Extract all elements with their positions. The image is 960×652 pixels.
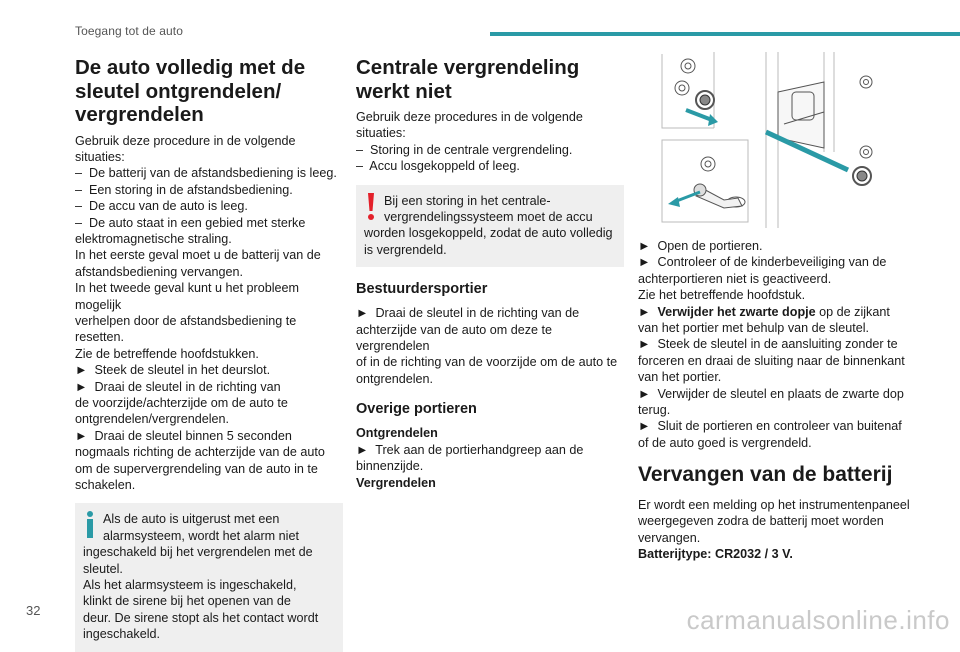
step-line: achterzijde van de auto om deze te vergrendelen: [356, 322, 556, 354]
warning-note: [356, 185, 624, 268]
step-line: terug.: [638, 403, 671, 418]
column-1: [75, 56, 343, 652]
battery-type: Batterijtype: CR2032 / 3 V.: [638, 547, 793, 561]
lock-label: Vergrendelen: [356, 475, 436, 490]
body-line: In het eerste geval moet u de batterij van de: [75, 248, 321, 263]
step-line: ► Controleer of de kinderbeveiliging van de: [638, 255, 887, 270]
warning-line: worden losgekoppeld, zodat de auto volledig: [364, 226, 613, 241]
body-line: – Accu losgekoppeld of leeg.: [356, 159, 520, 174]
body-line: verhelpen door de afstandsbediening te resetten.: [75, 313, 300, 345]
note-line: alarmsysteem, wordt het alarm niet: [103, 528, 299, 543]
step-line: schakelen.: [75, 478, 136, 493]
header-accent-bar: [490, 32, 960, 36]
body-line: weergegeven zodra de batterij moet worden: [638, 514, 884, 529]
title-central-locking: Centrale vergrendeling werkt niet: [356, 56, 580, 103]
step-line: ► Verwijder de sleutel en plaats de zwarte dop: [638, 386, 904, 401]
step-line: nogmaals richting de achterzijde van de auto: [75, 445, 325, 460]
note-line: ingeschakeld.: [83, 627, 161, 642]
step-line: om de supervergrendeling van de auto in te: [75, 461, 318, 476]
body-line: Er wordt een melding op het instrumentenpaneel: [638, 497, 910, 512]
info-note: [75, 503, 343, 651]
col2-body: [356, 109, 624, 175]
heading-driver-door: Bestuurdersportier: [356, 281, 488, 298]
step-line: ► Draai de sleutel in de richting van de: [356, 306, 580, 321]
info-icon: [85, 511, 95, 539]
door-lock-figure: [638, 52, 910, 228]
step-line: binnenzijde.: [356, 459, 424, 474]
step-line: ► Draai de sleutel binnen 5 seconden: [75, 428, 292, 443]
step-line: de voorzijde/achterzijde om de auto te: [75, 396, 288, 410]
warning-line: vergrendelingssysteem moet de accu: [384, 210, 593, 225]
body-line: van het portier met behulp van de sleutel.: [638, 321, 870, 336]
step-line: ► Draai de sleutel in de richting van: [75, 379, 281, 394]
body-line: Gebruik deze procedure in de volgende situaties:: [75, 133, 300, 164]
step-line: ► Steek de sleutel in de aansluiting zonder te: [638, 337, 898, 352]
step-line: ► Verwijder het zwarte dopje op de zijkant: [638, 304, 890, 319]
body-line: – De auto staat in een gebied met sterke: [75, 215, 306, 230]
step-line: of de auto goed is vergrendeld.: [638, 435, 812, 450]
col1-body: [75, 133, 343, 494]
unlock-label: Ontgrendelen: [356, 426, 438, 441]
body-line: vervangen.: [638, 530, 701, 545]
note-line: deur. De sirene stopt als het contact wordt: [83, 610, 319, 625]
title-battery-replacement: Vervangen van de batterij: [638, 463, 893, 487]
title-unlock-with-key: De auto volledig met de sleutel ontgrendelen/ vergrendelen: [75, 56, 306, 126]
body-line: situaties:: [356, 126, 406, 141]
step-line: ► Sluit de portieren en controleer van buitenaf: [638, 419, 902, 434]
body-line: achterportieren niet is geactiveerd.: [638, 271, 832, 286]
step-line: ► Open de portieren.: [638, 239, 763, 253]
warning-line: Bij een storing in het centrale-: [384, 193, 551, 208]
heading-other-doors: Overige portieren: [356, 401, 477, 418]
note-line: klinkt de sirene bij het openen van de: [83, 594, 291, 609]
warning-line: is vergrendeld.: [364, 242, 447, 257]
body-line: – De accu van de auto is leeg.: [75, 199, 248, 214]
body-line: Zie de betreffende hoofdstukken.: [75, 346, 259, 361]
warning-icon: [366, 193, 376, 221]
door-lock-diagram-icon: [638, 52, 910, 228]
step-line: ontgrendelen/vergrendelen.: [75, 412, 230, 427]
page-number: 32: [26, 603, 41, 618]
note-line: Als het alarmsysteem is ingeschakeld,: [83, 578, 297, 593]
step-line: forceren en draai de sluiting naar de binnenkant: [638, 353, 905, 368]
watermark: carmanualsonline.info: [686, 605, 950, 635]
body-line: Zie het betreffende hoofdstuk.: [638, 288, 806, 303]
note-line: Als de auto is uitgerust met een: [103, 512, 280, 527]
step-line: van het portier.: [638, 370, 722, 385]
section-title: Toegang tot de auto: [75, 24, 183, 38]
step-line: of in de richting van de voorzijde om de auto te: [356, 355, 618, 370]
column-2: [356, 56, 624, 491]
body-line: Gebruik deze procedures in de volgende: [356, 110, 583, 124]
column-3: [638, 56, 910, 562]
body-line: elektromagnetische straling.: [75, 231, 232, 246]
body-line: afstandsbediening vervangen.: [75, 264, 244, 279]
body-line: – Een storing in de afstandsbediening.: [75, 182, 293, 197]
step-line: ► Trek aan de portierhandgreep aan de: [356, 442, 584, 457]
body-line: – Storing in de centrale vergrendeling.: [356, 142, 573, 157]
note-line: ingeschakeld bij het vergrendelen met de: [83, 545, 313, 560]
step-line: ontgrendelen.: [356, 371, 434, 386]
body-line: In het tweede geval kunt u het probleem mogelijk: [75, 281, 303, 312]
step-line: ► Steek de sleutel in het deurslot.: [75, 363, 271, 378]
note-line: sleutel.: [83, 561, 123, 576]
body-line: – De batterij van de afstandsbediening is leeg.: [75, 166, 337, 181]
